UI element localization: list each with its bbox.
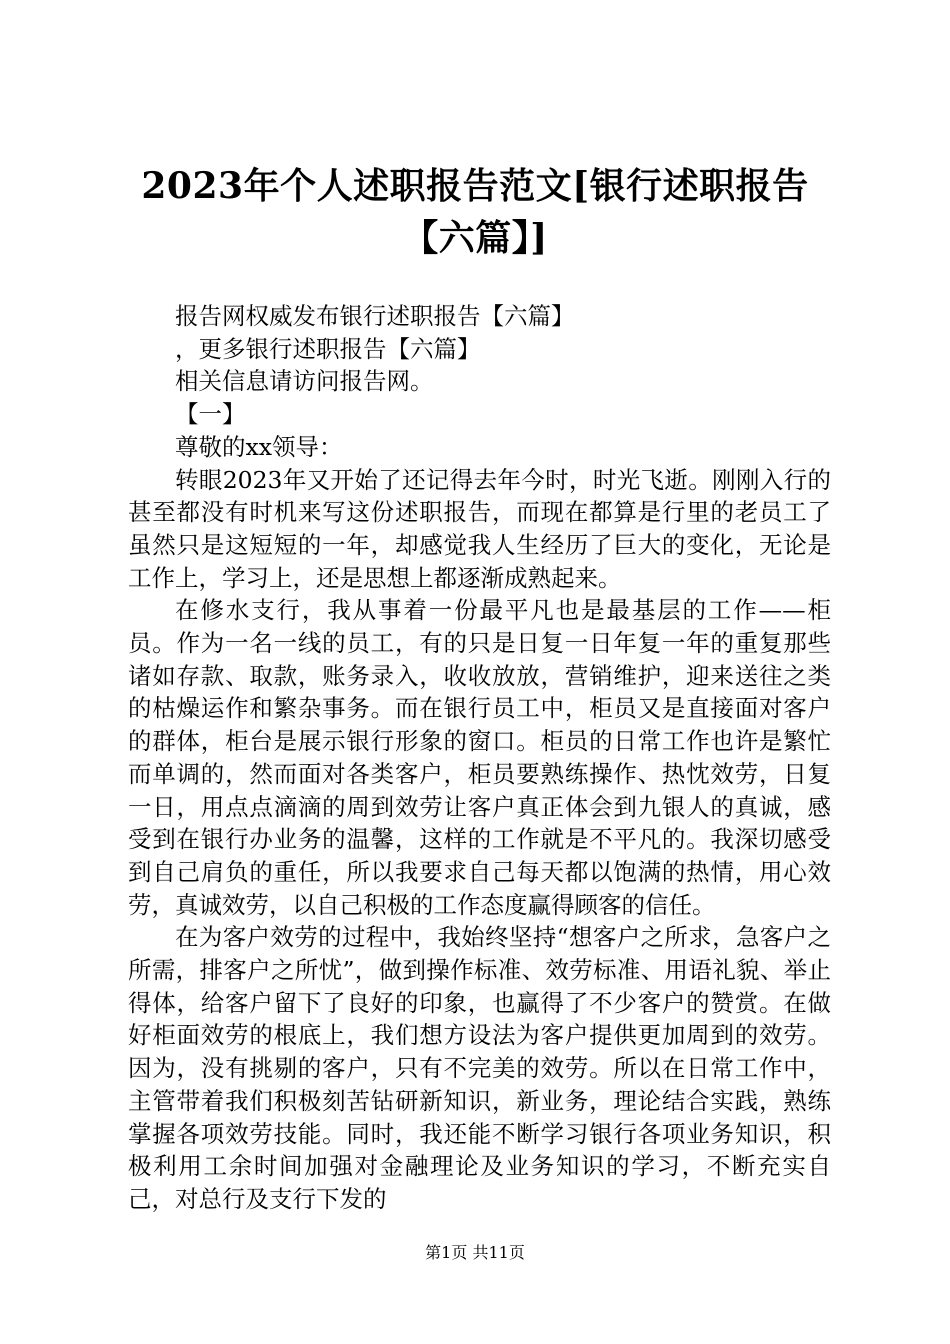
paragraph-intro-1: 报告网权威发布银行述职报告【六篇】 <box>175 302 575 330</box>
document-title: 2023年个人述职报告范文[银行述职报告【六篇】] <box>141 165 809 259</box>
paragraph-intro-3: 相关信息请访问报告网。 <box>175 367 434 396</box>
paragraph-body-2: 在修水支行，我从事着一份最平凡也是最基层的工作——柜员。作为一名一线的员工，有的只是日复一日年复一年的重复那些诸如存款、取款，账务录入，收收放放，营销维护，迎来送往之类的枯燥运作和繁杂事务。而在银行员工中，柜员又是直接面对客户的群体，柜台是展示银行形象的窗口。柜员的日常工作也许是繁忙而单调的，然而面对各类客户，柜员要熟练操作、热忱效劳，日复一日，用点点滴滴的周到效劳让客户真正体会到九银人的真诚，感受到在银行办业务的温馨，这样的工作就是不平凡的。我深切感受到自己肩负的重任，所以我要求自己每天都以饱满的热情，用心效劳，真诚效劳，以自己积极的工作态度赢得顾客的信任。 <box>128 596 831 919</box>
document-body <box>128 300 831 1216</box>
salutation: 尊敬的xx领导： <box>175 432 343 461</box>
paragraph-intro-2: ，更多银行述职报告【六篇】 <box>175 334 481 363</box>
page-total: 共11页 <box>472 1243 525 1262</box>
page-footer <box>0 1242 950 1264</box>
paragraph-body-1: 转眼2023年又开始了还记得去年今时，时光飞逝。刚刚入行的甚至都没有时机来写这份述职报告，而现在都算是行里的老员工了虽然只是这短短的一年，却感觉我人生经历了巨大的变化，无论是工作上，学习上，还是思想上都逐渐成熟起来。 <box>128 465 831 592</box>
paragraph-body-3: 在为客户效劳的过程中，我始终坚持“想客户之所求，急客户之所需，排客户之所忧”，做到操作标准、效劳标准、用语礼貌、举止得体，给客户留下了良好的印象，也赢得了不少客户的赞赏。在做好柜面效劳的根底上，我们想方设法为客户提供更加周到的效劳。因为，没有挑剔的客户，只有不完美的效劳。所以在日常工作中，主管带着我们积极刻苦钻研新知识，新业务，理论结合实践，熟练掌握各项效劳技能。同时，我还能不断学习银行各项业务知识，积极利用工余时间加强对金融理论及业务知识的学习，不断充实自己，对总行及支行下发的 <box>128 923 831 1213</box>
section-heading-one: 【一】 <box>175 400 246 429</box>
page-number: 第1页 <box>425 1243 468 1262</box>
